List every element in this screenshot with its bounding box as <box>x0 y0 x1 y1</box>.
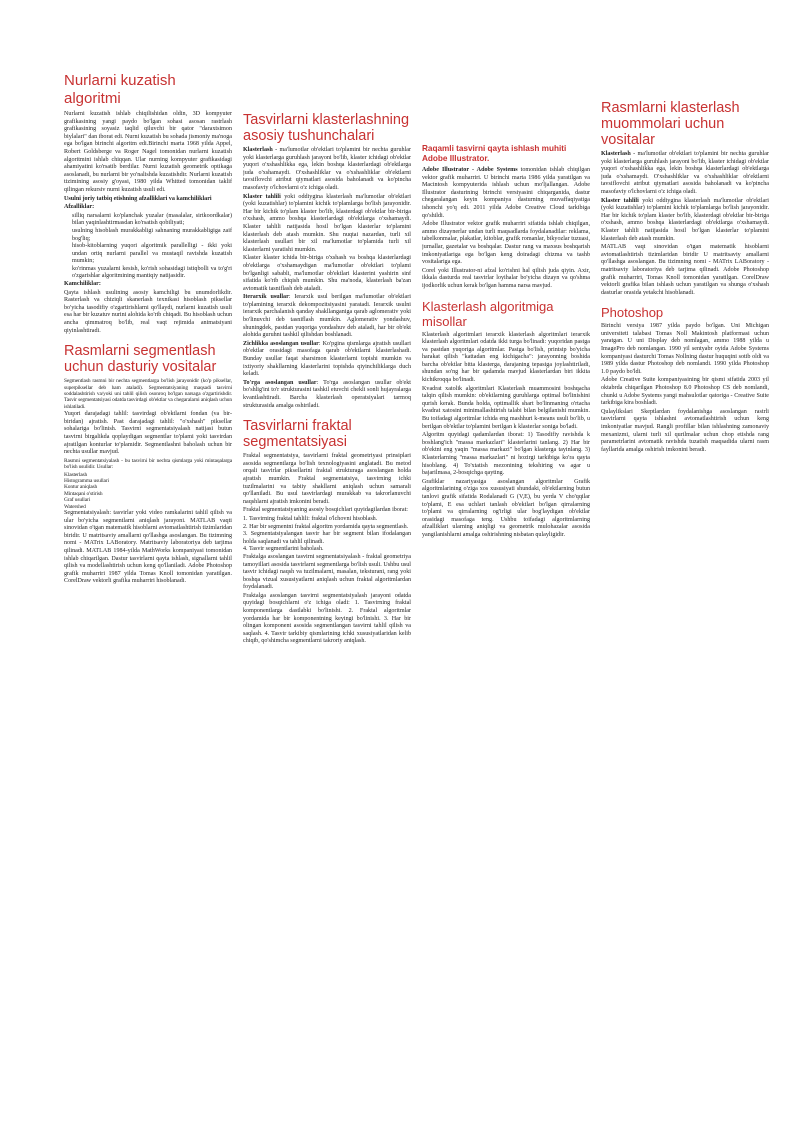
paragraph: Segmentlash rasmni bir nechta segmentlarga bo'lish jarayonidir (ko'p piksellar, superpiksellar deb ham ataladi). Segmentatsiyaning maqsadi tasvirni soddalashtirish va/yoki uni tahlil qilish osonroq bo'lgan narsaga o'zgartirishdir. Tasvir segmentatsiyasi odatda tasvirdagi ob'ektlar va chegaralarni aniqlash uchun ishlatiladi. <box>64 378 232 410</box>
column-2 <box>243 112 411 1112</box>
paragraph: Birinchi versiya 1987 yilda paydo bo'lgan. Uni Michigan universiteti talabasi Tomas Noll Makintosh platformasi uchun yaratgan. U uni Display deb nomlagan, ammo 1988 yilda u ImagePro deb nomlangan. 1990 yil sentyabr oyida Adobe Systems kompaniyasi dasturchi Tomas Nollning dastur huquqini sotib oldi va 1989 yilda dastur Photoshop deb nomlandi. 1990 yilda Photoshop 1.0 paydo bo'ldi. <box>601 323 769 375</box>
advantages-list <box>64 213 232 281</box>
paragraph <box>243 147 411 193</box>
steps-list <box>243 516 411 554</box>
section-title-segmentation-tools: Rasmlarni segmentlash uchun dasturiy vositalar <box>64 343 217 376</box>
text: yoki oddiygina klasterlash ma'lumotlar ob'ektlari (yoki kuzatishlar) to'plamini kichik to'plamlarga bo'lish jarayonidir. Har bir kichik to'plam klaster bo'lib, klasterdagi ob'ektlar bir-biriga o'xshash, ammo boshqa klasterlardagi ob'ektlarga o'xshamaydi. Klaster tahlili natijasida hosil bo'lgan klasterlar to'plamini klasterlash deb atash mumkin. <box>601 197 769 242</box>
column-1 <box>64 72 232 1082</box>
list-item: • hisob-kitoblarning yuqori algoritmik parallelligi - ikki yoki undan ortiq nurlarni parallel va mustaqil ravishda kuzatish mumkin; <box>72 243 232 266</box>
term: Klasterlash <box>601 151 631 157</box>
paragraph: Adobe Illustrator vektor grafik muharriri sifatida ishlab chiqilgan, ammo dizaynerlar undan turli maqsadlarda foydalanadilar: reklama, tabelkonmalar, plakatlar, kitoblar, grafik romanlar, bikyozlar tuzuasi, jurnallar, gazetalar va boshqalar. Dastur rang va maxsus boshqarish imkoniyatlariga ega bo'lgan keng doiradagi chizma va tashb vositalariga ega. <box>422 221 590 266</box>
list-item: Watershed <box>64 503 86 510</box>
paragraph <box>601 151 769 197</box>
list-item: 2. Har bir segmentni fraktal algoritm yordamida qayta segmentlash. <box>243 523 409 530</box>
section-title-photoshop: Photoshop <box>601 305 664 321</box>
paragraph: Segmentatsiyalash: tasvirlar yoki video ramkalarini tahlil qilish va ular bo'yicha segmentlarni aniqlash jarayoni. MATLAB vaqti sinovidan o'tgan matematik hisoblarni avtomatlashtirish tizimlaridan biridir. U matritsaviy amallarni qo'llashga asoslangan. Bu tizimning nomi - MATrix LABoratory. Matritsaviy laboratoriya deb tarjima qilinadi. MATLAB 1984-yilda MathWorks kompaniyasi tomonidan ishlab chiqarilgan. Dastur tasvirlarni qayta ishlash, signallarni tahlil qilish va modellashtirish uchun keng qo'llaniladi. Adobe Photoshop grafik muharriri 1987 yilda Tomas Knoll tomonidan yaratilgan. CorelDraw vektorli grafika muharriri hisoblanadi. <box>64 510 232 585</box>
section-title-fractal-segmentation: Tasvirlarni fraktal segmentatsiyasi <box>243 418 352 451</box>
paragraph: Rasmni segmentatsiyalash - bu tasvirni bir nechta qismlarga yoki mintaqalarga bo'lish usulidir. Usullar: <box>64 457 232 471</box>
list-item: • silliq narsalarni ko'planchak yuzalar (masalalar, sirtkoordkalar) bilan yaqinlashtirmasdan ko'rsatish qobiliyati; <box>72 213 232 228</box>
paragraph <box>601 198 769 244</box>
paragraph: Fraktal segmentatsiyaning asosiy bosqichlari quyidagilardan iborat: <box>243 507 409 514</box>
term: Iterarxik usullar <box>243 294 289 301</box>
text: : To'rga asoslangan usullar ob'ekt bo'shlig'ini to'r strukturasini tashkil etuvchi chekli sonli hujayralarga kvantlashtiradi. Barcha klasterlash operatsiyalari tarmoq strukturasida amalga oshiriladi. <box>243 379 411 409</box>
list-item: Kontur aniqlash <box>64 484 98 491</box>
term: Klasterlash <box>243 147 273 153</box>
section-title-clustering-examples: Klasterlash algoritmiga misollar <box>422 298 554 329</box>
list-item: 3. Segmentatsiyalangan tasvir har bir segment bilan ifodalangan holda saqlanadi va tahlil qilinadi. <box>243 531 411 545</box>
column-4 <box>601 100 769 1090</box>
section-title-clustering-tools: Rasmlarni klasterlash muommolari uchun vositalar <box>601 100 740 148</box>
list-item: Histogramma usullari <box>64 478 109 485</box>
text: - ma'lumotlar ob'ektlari to'plamini bir nechta guruhlar yoki klasterlarga guruhlash jarayoni bo'lib, klaster ichidagi ob'ektlar yuqori o'xshashlikka ega, lekin boshqa klasterlardagi ob'ektlarga juda o'xshamaydi. O'xshashliklar va o'xshashliklar ob'ektlarni tavsiflovchi atribut qiymatlari asosida baholanadi va ko'pincha masofaviy o'lchovlarni o'z ichiga oladi. <box>243 147 411 191</box>
text: yoki oddiygina klasterlash ma'lumotlar ob'ektlari (yoki kuzatishlar) to'plamini kichik to'plamlarga bo'lish jarayonidir. Har bir kichik to'plam klaster bo'lib, klasterdagi ob'ektlar bir-biriga o'xshash, ammo boshqa klasterlardagi ob'ektlarga o'xshamaydi. Klaster tahlili natijasida hosil bo'lgan klasterlar to'plamini klasterlash deb atash mumkin. Shu nuqtai nazardan, turli xil klasterlash usullari bir xil ma'lumotlar to'plamida turli xil klasterlarni yaratishi mumkin. <box>243 193 411 253</box>
term: Klaster tahlili <box>243 193 281 200</box>
paragraph: Fraktalga asoslangan tasvirni segmentatsiyalash - fraktal geometriya tamoyillari asosida tasvirlarni segmentlarga bo'lish usuli. Ushbu usul tasvir ichidagi naqsh va tuzilmalarni, masalan, teksturani, rang yoki boshqa vizual xususiyatlarni aniqlash uchun fraktal algoritmlardan foydalanadi. <box>243 553 411 591</box>
paragraph: Grafiklar nazariyasiga asoslangan algoritmlar Grafik algoritmlarining o'ziga xos xususiyati shundaki, ob'ektlarning butun tanlovi grafik sifatida Rodalanadi G (V,E), bu yerda V cho'qqilar to'plami, E esa uchlari tanlash ob'ektlari bo'lgan qirralarning to'plami va qirralarning og'irligi ular bog'laydigan ob'ektlar orasidagi masofaga teng. Ushbu toifadagi algoritmlarning afzalliklari ularning aniqligi va geometrik mulohazalar asosida yangilanishlarni amalga oshirishning nisbatan qulayligidir. <box>422 478 590 538</box>
term: Adobe Illustrator - Adobe Systems <box>422 167 518 173</box>
paragraph: Corel yoki Illustrator-ni afzal ko'rishni hal qilish juda qiyin. Axir, ikkala dasturda real tasvirlar loyihalar bo'yicha dizayn va qo'shma ijodkorlik uchun kerak bo'lgan hamma narsa mavjud. <box>422 267 590 289</box>
disadvantages-label: Kamchiliklar: <box>64 281 101 288</box>
paragraph <box>243 380 411 410</box>
subheading: Usulni joriy tatbiq etishning afzalliklari va kamchiliklari <box>64 195 212 202</box>
paragraph <box>243 194 411 255</box>
text: tomonidan ishlab chiqilgan vektor grafik muharriri. U birinchi marta 1986 yilda yaratilgan va Macintosh kompyuterida ishlash uchun mo'ljallangan. Adobe Illustrator dasturining birinchi versiyasini chiqarganida, dastur chegaralangan keyin kompaniya dasturning muvaffaqiyatiga ishonchi yo'q edi. 2011 yilda Adobe Creative Cloud tarkibiga qo'shildi. <box>422 167 590 219</box>
paragraph: Klasterlash algoritmlari ierarxik klasterlash algoritmlari ierarxik klasterlash algoritmlari odatda ikki turga bo'linadi: yuqoridan pastga va pastdan yuqoriga algoritmlar. Pastga bo'lish, printsip bo'yicha harakat qilish "kattadan eng kichigacha": jarayonning boshida barcha ob'ektlar bitta klasterga, darajaning tepasiga joylashtiriladi, shundan so'ng har bir qadamda mavjud klasterlardan biri ikkita kichikroqqa bo'linadi. <box>422 331 590 384</box>
paragraph: Yuqori darajadagi tahlil: tasvirdagi ob'ektlarni fondan (va bir-biridan) ajratish. Past darajadagi tahlil: "o'xshash" piksellar sohalariga bo'linish. Tasvirni segmentatsiyalash natijasi butun tasvirni birgalikda qoplaydigan segmentlar to'plami yoki tasvirdan ajratilgan konturlar to'plamidir. Segmentlashni baholash uchun bir nechta usullar mavjud. <box>64 411 232 456</box>
advantages-label: Afzalliklar: <box>64 204 95 211</box>
paragraph: Nurlarni kuzatish ishlab chiqilishidan oldin, 3D kompyuter grafikasining yangi paydo bo'lgan sohasi asosan rastrlash grafikasining soyasiz taqlid qiluvchi bir qator "daraxtsimon biylalari" dan iborat edi. Nurni kuzatish bu sohada jismoniy ma'noga ega bo'lgan birinchi algoritm edi.Birinchi marta 1968 yilda Appel, Robert Goldsberge va Roger Nagel tomonidan nurlarni kuzatish algoritmini ishlab chiqqan. Ular nurning kompyuter grafikasidagi ahamiyatini ko'rsatib berdilar. Nurni kuzatish geometrik optikaga asoslanadi, bu nurlarni bir yo'nalishda kuzatishdir. Nurlarni kuzatish tizimining asosiy g'oyasi, 1980 yilda Whitted tomonidan taklif qilingan rekursiv nurni kuzatish usuli edi. <box>64 111 232 193</box>
paragraph: Qayta ishlash usulining asosiy kamchiligi bu unumdorlikdir. Rasterlash va chiziqli skanerlash texnikasi hisoblash piksellar bo'yicha tasodifiy o'zgartirishlarni qo'llaydi, nurlarni kuzatish usuli esa har bir kuzatuv nurini alohida ko'rib chiqadi. Bu hisoblash uchun ancha qimmatroq bo'lib, real vaqt rejimida animatsiyani qiyinlashtiradi. <box>64 289 232 334</box>
section-title-clustering-concepts: Tasvirlarni klasterlashning asosiy tushunchalari <box>243 112 410 144</box>
term: To'rga asoslangan usullar <box>243 379 317 386</box>
paragraph <box>243 294 411 340</box>
paragraph: Klaster klaster ichida bir-biriga o'xshash va boshqa klasterlardagi ob'ektlarga o'xshamaydigan ma'lumotlar ob'ektlari to'plami bo'lganligi sababli, ma'lumotlar ob'ektlari klasterini yashirin sinf sifatida ko'rib chiqish mumkin. Shu ma'noda, klasterlash ba'zan avtomatik tasniflash deb ataladi. <box>243 255 411 292</box>
paragraph <box>422 167 590 220</box>
paragraph: Fraktal segmentatsiya, tasvirlarni fraktal geometriyasi prinsiplari asosida segmentlarga bo'lish texnologiyasini anglatadi. Bu metod orqali tasvirlar piksellarini fraktal strukturaga asoslangan holda ajratish mumkin. Fraktal segmentatsiya, tasvirning ichki tuzilmalarini va tabiiy shakllarni aniqlash uchun samarali qo'llaniladi. Bu usul tasvirlardagi murakkab va takrorlanuvchi naqshlarni ajratish imkonini beradi. <box>243 453 411 505</box>
list-item: • ko'rinmas yuzalarni kesish, ko'rish sohasidagi istiqbolli va to'g'ri o'zgarishlar algoritmining mantiqiy natijasidir. <box>72 266 232 281</box>
list-item: Mintaqani o'stirish <box>64 490 103 497</box>
paragraph: Algoritm quyidagi qadamlardan iborat: 1) Tasodifiy ravishda k boshlang'ich "massa markazlari" klasterlarini tanlang. 2) Har bir ob'ektni eng yaqin "massa markazi" bo'lgan klasterga tayinlang. 3) Klasterlarning "massa markazlari" ni hozirgi tarkibiga ko'ra qayta hisoblang. 4) To'xtatish mezonining tekshiring va agar u bajarilmasa, 2-bosqichga qayting. <box>422 432 590 477</box>
paragraph: Kvadrat xatolik algoritmlari Klasterlash muammosini boshqacha talqin qilish mumkin: ob'ektlarning guruhlarga optimal bo'linishini qurish kerak. Bunda holda, optimallik shart bo'linmaning o'rtacha kvadrat xatosini minimallashtirish talabi bilan belgilanishi mumkin. Bu toifadagi algoritmlar ichida eng mashhuri k-means usuli bo'lib, u berilgan ob'ektlar to'plamini berilgan k klasterlar soniga bo'ladi. <box>422 385 590 430</box>
section-title-illustrator: Raqamli tasvirni qayta ishlash muhiti Adobe Illustrator. <box>422 144 567 163</box>
text: : Ko'pgina qismlarga ajratish usullari ob'ektlar orasidagi masofaga qarab ob'ektlarni klasterlashadi. Bunday usullar faqat sharsimon klasterlarni topishi mumkin va ixtiyoriy shakllarning klasterlarini topishda qiyinchiliklarga duch keladi. <box>243 340 411 378</box>
method-list <box>64 472 232 510</box>
list-item: • usulning hisoblash murakkabligi sahnaning murakkabligiga zaif bog'liq; <box>72 228 232 243</box>
section-title-ray-tracing: Nurlarni kuzatish algoritmi <box>64 72 176 107</box>
text: : Ierarxik usul berilgan ma'lumotlar ob'ektlari to'plamining ierarxik dekompozitsiyasini yaratadi. Ierarxik usulni ierarxik parchalanish qanday shakllanganiga qarab aglomerativ yoki bo'linuvchi deb tasniflash mumkin. Aglomerativ yondashuv, shuningdek, pastdan yuqoriga yondashuv deb ataladi, har bir ob'ekt alohida guruhni tashkil qilishdan boshlanadi. <box>243 294 411 339</box>
list-item: Graf usullari <box>64 497 91 504</box>
column-3 <box>422 144 590 1144</box>
term: Klaster tahlili <box>601 197 639 204</box>
paragraph: Qulaylikslari Skeptlardan foydalanishga asoslangan rastrli tasvirlarni qayta ishlashni avtomatlashtirish uchun keng imkoniyatlar mavjud. Rangli profillar bilan ishlashning zamonaviy mexanizmi, ularni turli xil qurilmalar uchun chop etishda rang parametrlarini avtomatik ravishda tuzatish maqsadida ularni rasm fayllarida amalga oshirish imkonini beradi. <box>601 408 769 453</box>
paragraph: MATLAB vaqt sinovidan o'tgan matematik hisoblarni avtomatlashtirish tizimlaridan biridir U matritsaviy amallarni qo'llashga asoslangan. Bu tizimning nomi - MATrix LABoratory - matritsaviy laboratoriya deb tarjima qilinadi. Adobe Photoshop grafik muharriri, Tomas Knoll tomonidan yaratilgan. CorelDraw vektorli grafika bilan ishlash uchun yaratilgan va shunga o'xshash dasturlar orasida yetakchi hisoblanadi. <box>601 244 769 296</box>
paragraph: Adobe Creative Suite kompaniyasining bir qismi sifatida 2003 yil oktabrda chiqarilgan Photoshop 8.0 Photoshop CS deb nomlandi, chunki u Adobe Systems yangi mahsulotlar qatoriga - Creative Suite tarkibiga kira boshladi. <box>601 377 769 407</box>
term: Zichlikka asoslangan usullar <box>243 340 319 347</box>
text: - ma'lumotlar ob'ektlari to'plamini bir nechta guruhlar yoki klasterlarga guruhlash jarayoni bo'lib, klaster ichidagi ob'ektlar yuqori o'xshashlikka ega, lekin boshqa klasterlardagi ob'ektlarga juda o'xshamaydi. O'xshashliklar va o'xshashliklar ob'ektlarni tavsiflovchi atribut qiymatlari asosida baholanadi va ko'pincha masofaviy o'lchovlarni o'z ichiga oladi. <box>601 151 769 195</box>
list-item: 4. Tasvir segmentlarini baholash. <box>243 546 324 553</box>
list-item: Klasterlash <box>64 471 88 478</box>
list-item: 1. Tasvirning fraktal tahlili: fraktal o'lchovni hisoblash. <box>243 515 378 522</box>
paragraph: Fraktalga asoslangan tasvirni segmentatsiyalash jarayoni odatda quyidagi bosqichlarni o'z ichiga oladi: 1. Tasvirning fraktal komponentlarga dastlabki bo'linishi. 2. Fraktal algoritmlar yordamida har bir komponentning keyingi bo'linishi. 3. Har bir olingan komponent asosida segmentlangan tasvirni tahlil qilish va saqlash. 4. Tasvir tarkibiy qismlarining ichki xususiyatlaridan kelib chiqib, qo'shimcha segmentlarni takroriy aniqlash. <box>243 592 411 645</box>
paragraph <box>243 341 411 379</box>
